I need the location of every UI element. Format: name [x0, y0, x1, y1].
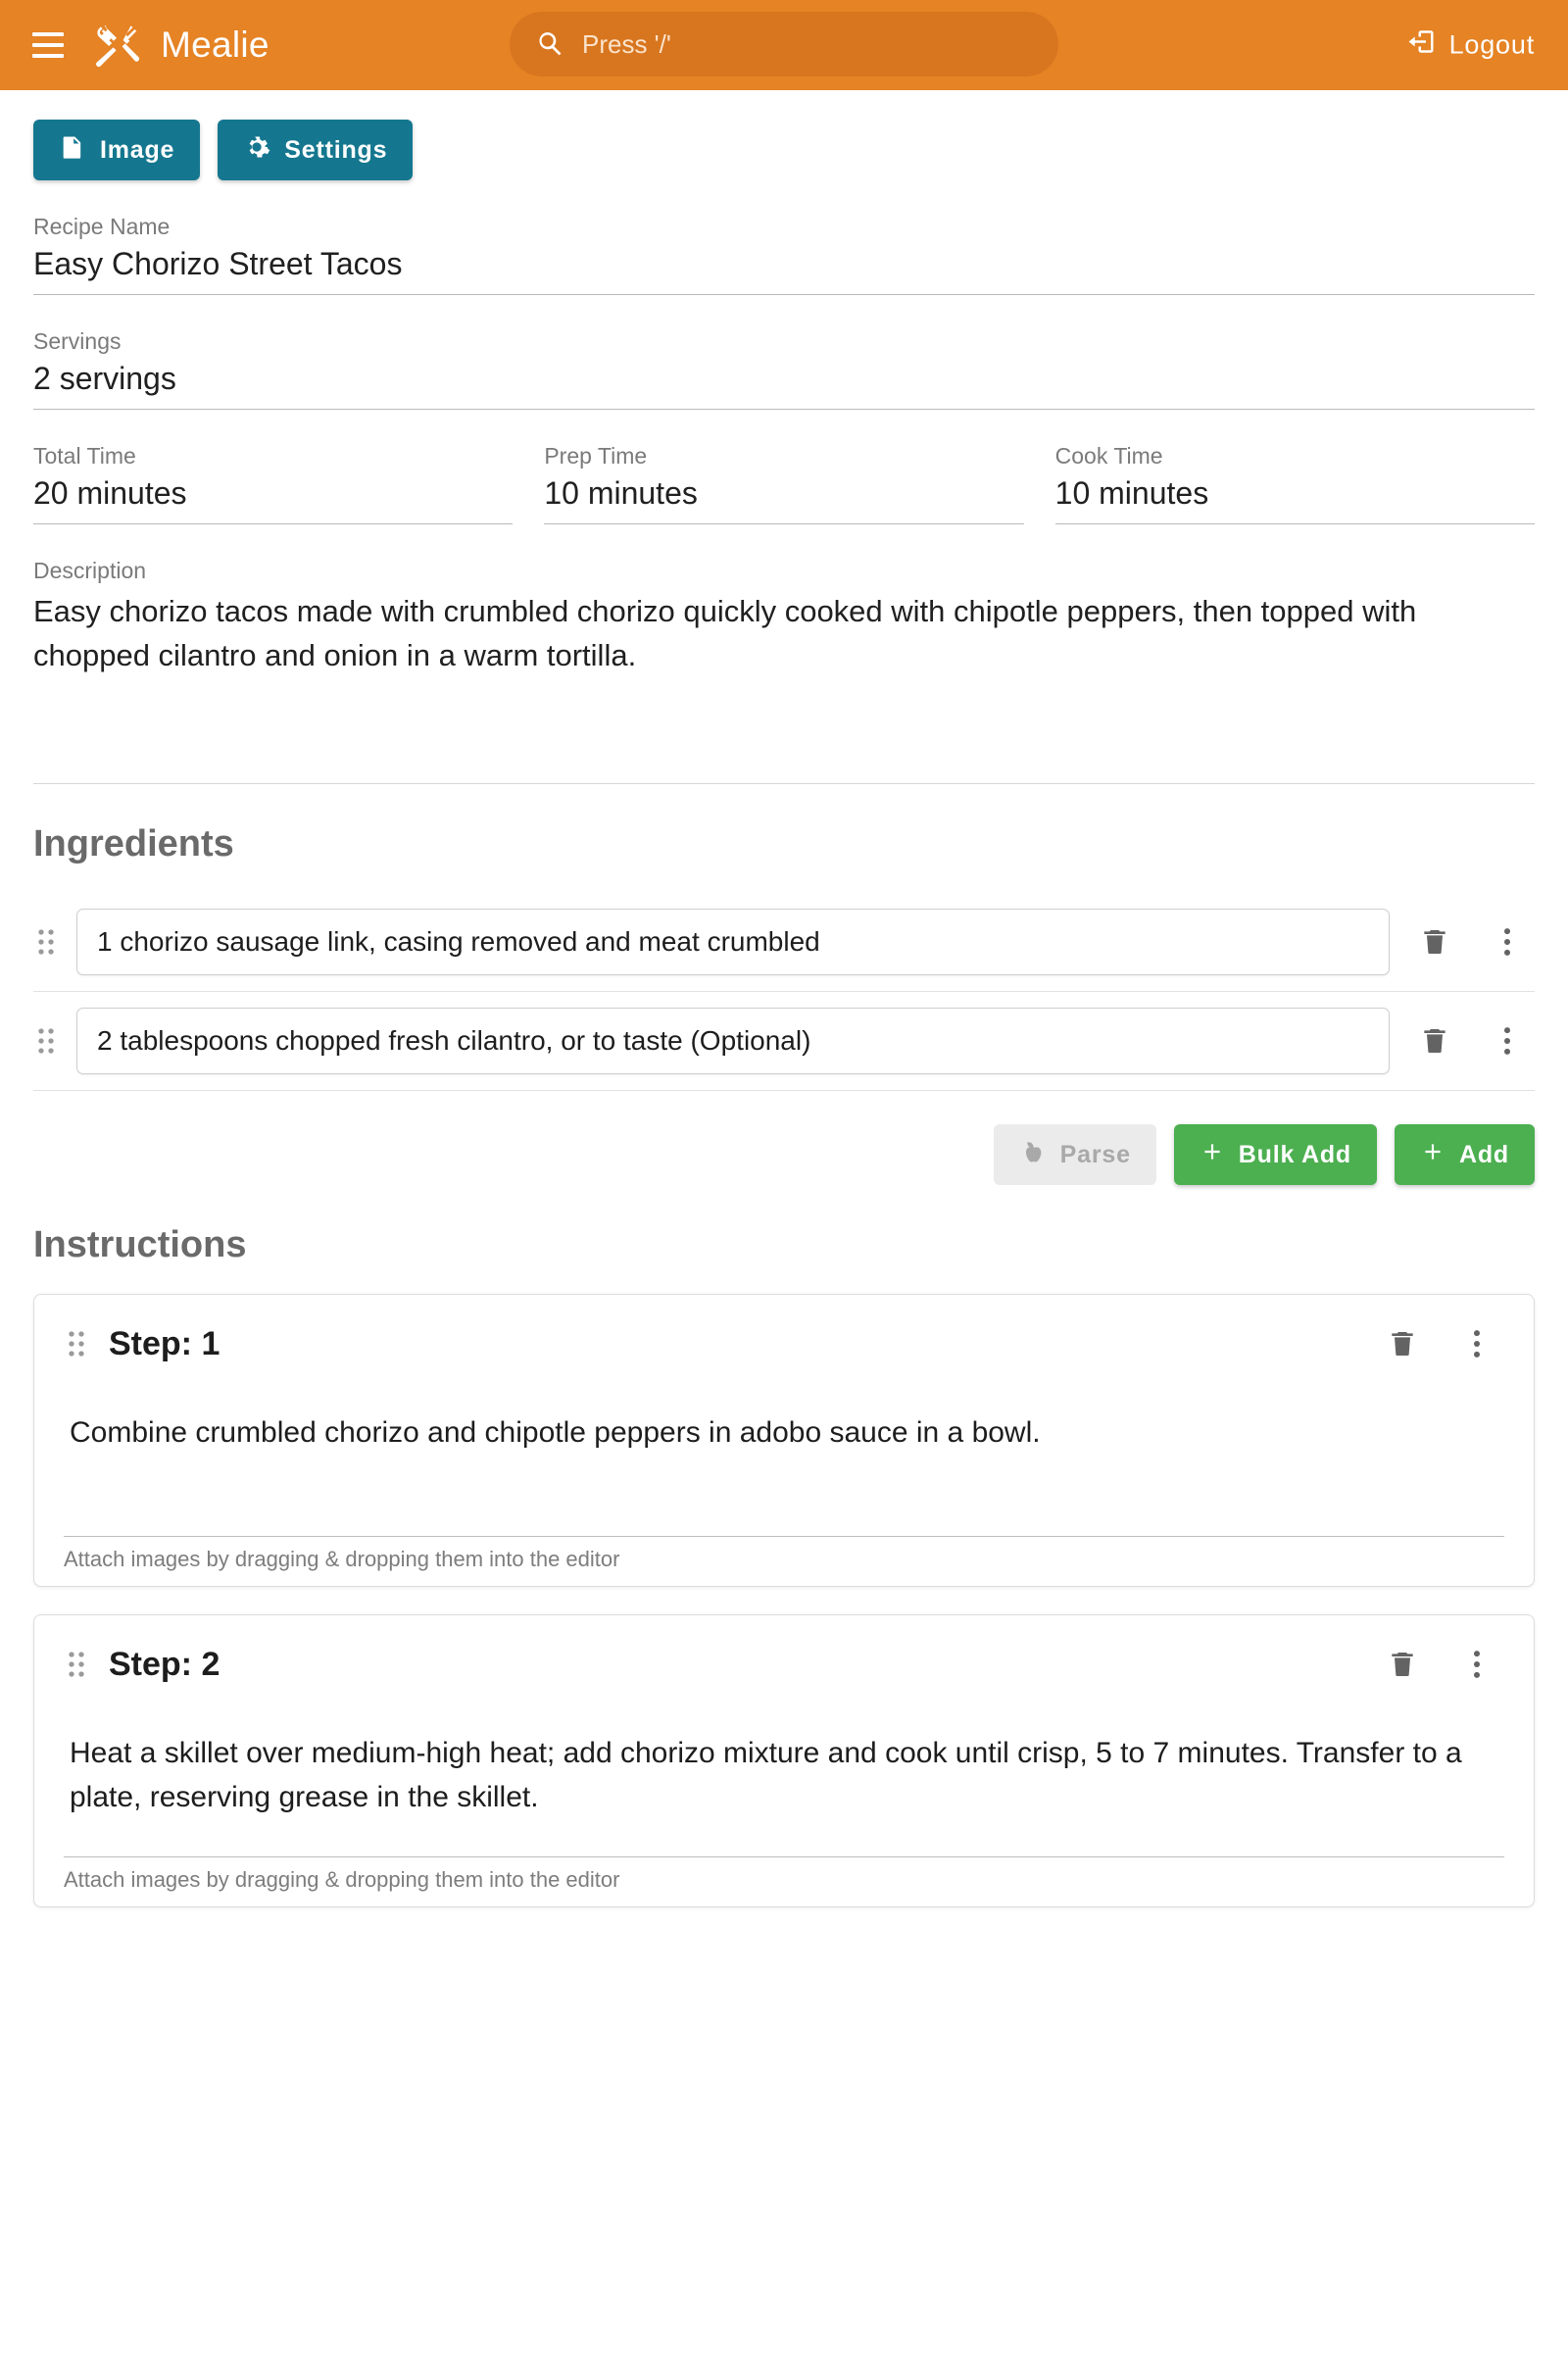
drag-handle-icon[interactable]	[64, 1650, 89, 1679]
total-time-field[interactable]	[33, 443, 513, 524]
ingredient-actions	[33, 1124, 1535, 1185]
attach-images-hint: Attach images by dragging & dropping them into the editor	[64, 1536, 1504, 1572]
settings-button-label: Settings	[284, 135, 388, 164]
logout-button[interactable]	[1406, 27, 1535, 64]
instruction-step-card	[33, 1294, 1535, 1587]
fork-knife-logo	[92, 20, 143, 71]
attach-images-hint: Attach images by dragging & dropping them into the editor	[64, 1856, 1504, 1893]
app-title: Mealie	[161, 25, 270, 65]
trash-icon[interactable]	[1375, 1316, 1430, 1371]
plus-icon	[1200, 1139, 1225, 1171]
plus-icon	[1420, 1139, 1446, 1171]
hamburger-icon[interactable]	[25, 23, 71, 68]
step-text[interactable]: Heat a skillet over medium-high heat; add chorizo mixture and cook until crisp, 5 to 7 minutes. Transfer to a plate, reserving grease in the skillet.	[70, 1737, 1462, 1813]
total-time-value[interactable]: 20 minutes	[33, 475, 513, 524]
drag-handle-icon[interactable]	[64, 1329, 89, 1359]
image-button-label: Image	[100, 135, 175, 164]
logout-label: Logout	[1448, 29, 1535, 60]
parse-button-label: Parse	[1059, 1140, 1131, 1168]
dots-vertical-icon[interactable]	[1449, 1316, 1504, 1371]
description-divider	[33, 783, 1535, 784]
prep-time-value[interactable]: 10 minutes	[544, 475, 1023, 524]
description-value[interactable]: Easy chorizo tacos made with crumbled chorizo quickly cooked with chipotle peppers, then topped with chopped cilantro and onion in a warm tortilla.	[33, 594, 1417, 672]
servings-value[interactable]: 2 servings	[33, 361, 1535, 410]
ingredient-input[interactable]: 2 tablespoons chopped fresh cilantro, or to taste (Optional)	[76, 1008, 1390, 1074]
recipe-name-label: Recipe Name	[33, 214, 171, 239]
add-ingredient-button[interactable]	[1395, 1124, 1535, 1185]
instruction-step-card	[33, 1614, 1535, 1907]
dots-vertical-icon[interactable]	[1449, 1637, 1504, 1692]
app-header	[0, 0, 1568, 90]
search-placeholder: Press '/'	[582, 28, 671, 59]
bulk-add-button[interactable]	[1174, 1124, 1377, 1185]
recipe-name-value[interactable]: Easy Chorizo Street Tacos	[33, 246, 1535, 295]
instructions-heading: Instructions	[33, 1224, 247, 1265]
recipe-editor	[0, 90, 1568, 1974]
search-input[interactable]	[510, 12, 1058, 76]
description-field[interactable]	[33, 558, 1535, 784]
ingredient-row	[33, 992, 1535, 1091]
description-label: Description	[33, 558, 147, 583]
step-title: Step: 2	[109, 1645, 220, 1683]
cook-time-value[interactable]: 10 minutes	[1055, 475, 1535, 524]
trash-icon[interactable]	[1407, 1013, 1462, 1068]
trash-icon[interactable]	[1375, 1637, 1430, 1692]
image-icon	[59, 133, 86, 168]
total-time-label: Total Time	[33, 443, 136, 469]
settings-button[interactable]	[218, 120, 413, 180]
cook-time-field[interactable]	[1055, 443, 1535, 524]
trash-icon[interactable]	[1407, 914, 1462, 969]
dots-vertical-icon[interactable]	[1480, 1013, 1535, 1068]
drag-handle-icon[interactable]	[33, 1026, 59, 1056]
editor-toolbar	[33, 90, 1535, 180]
prep-time-field[interactable]	[544, 443, 1023, 524]
parse-button[interactable]	[994, 1124, 1156, 1185]
servings-label: Servings	[33, 328, 122, 354]
search-icon	[535, 28, 566, 60]
logout-icon	[1406, 27, 1436, 64]
cook-time-label: Cook Time	[1054, 443, 1163, 469]
dots-vertical-icon[interactable]	[1480, 914, 1535, 969]
ingredient-row	[33, 893, 1535, 992]
step-text[interactable]: Combine crumbled chorizo and chipotle peppers in adobo sauce in a bowl.	[70, 1416, 1041, 1449]
bulk-add-label: Bulk Add	[1238, 1140, 1351, 1168]
drag-handle-icon[interactable]	[33, 927, 59, 957]
ingredient-input[interactable]: 1 chorizo sausage link, casing removed and meat crumbled	[76, 909, 1390, 975]
add-label: Add	[1459, 1140, 1509, 1168]
gear-icon	[243, 133, 270, 168]
food-apple-icon	[1019, 1138, 1047, 1172]
step-header	[64, 1316, 1504, 1371]
ingredients-heading: Ingredients	[33, 823, 234, 865]
recipe-name-field[interactable]	[33, 214, 1535, 295]
times-row	[33, 443, 1535, 524]
image-button[interactable]	[33, 120, 200, 180]
step-header	[64, 1637, 1504, 1692]
step-title: Step: 1	[109, 1324, 220, 1362]
servings-field[interactable]	[33, 328, 1535, 410]
prep-time-label: Prep Time	[544, 443, 648, 469]
